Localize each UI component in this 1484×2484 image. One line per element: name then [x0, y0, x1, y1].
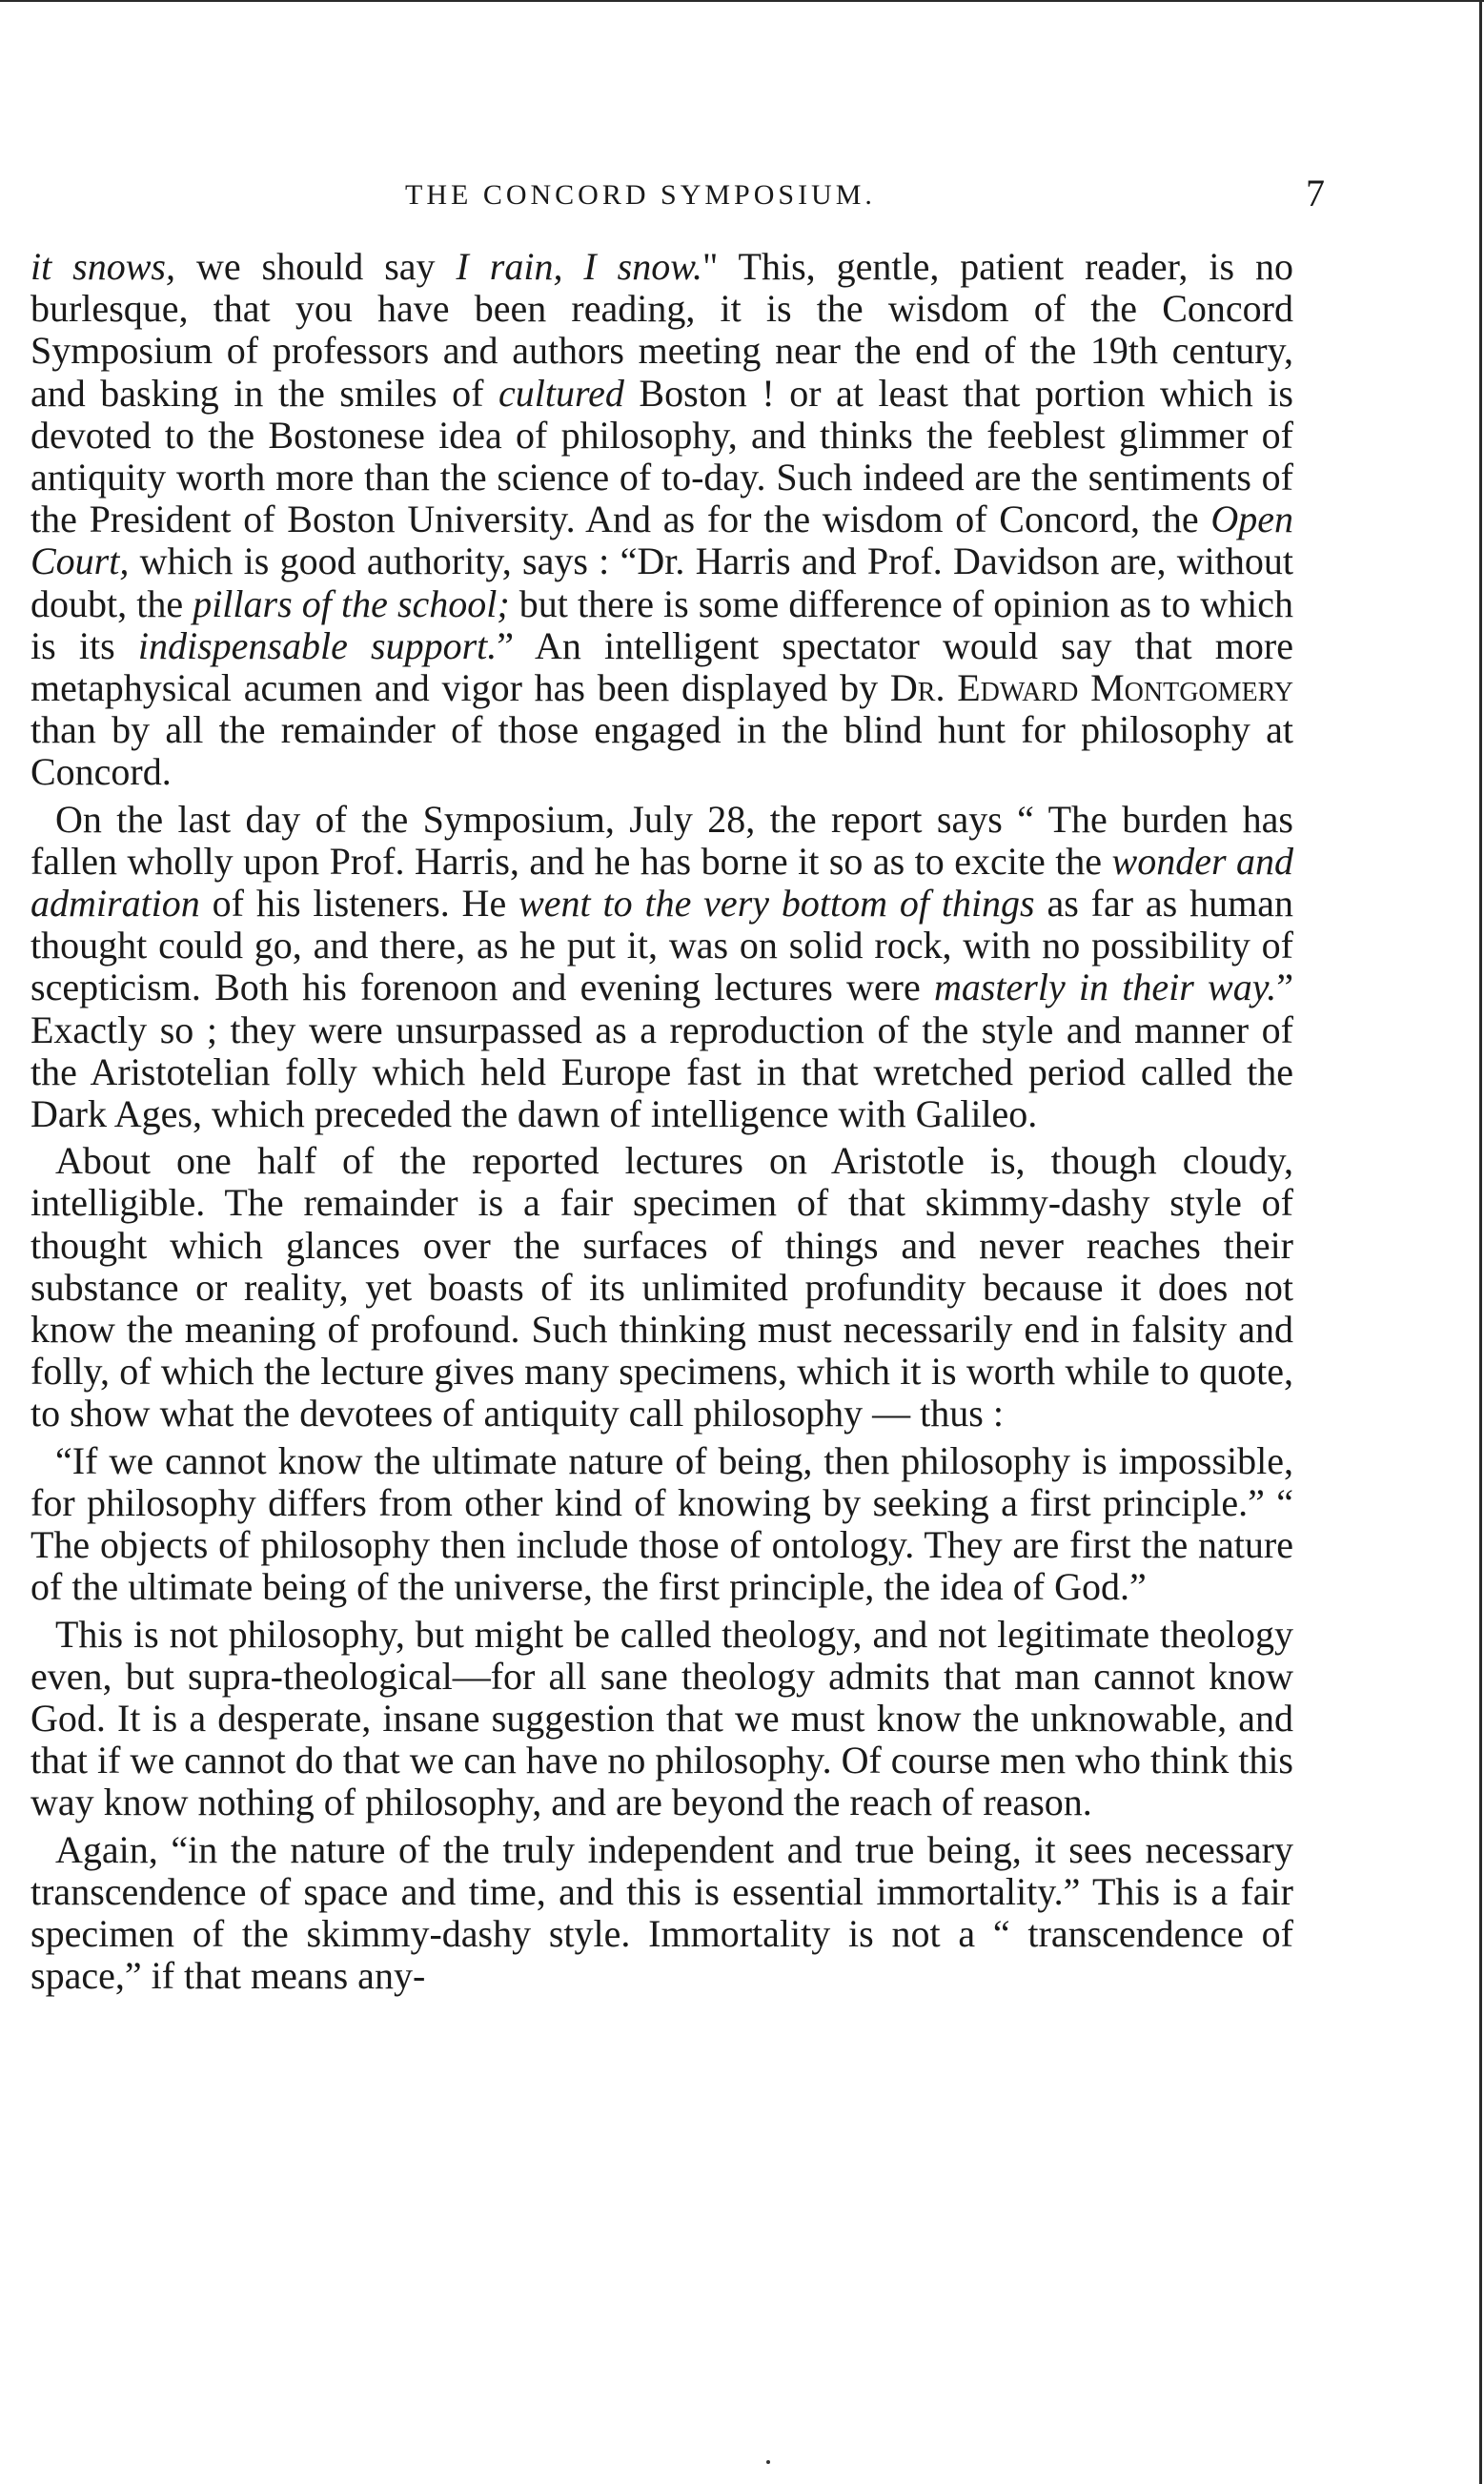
italic-run: pillars of the school; [193, 581, 510, 625]
text-run: which is good authority, says : “Dr. Harris and Prof. Davidson are, without doubt, the [30, 540, 1293, 625]
text-run: as far as human thought could go, and there, as he put it, was on solid rock, with no possibility of scepticism. Both his forenoon and evening lectures were [30, 882, 1293, 1009]
text-run: Again, “in the nature of the truly independent and true being, it sees necessary transcendence of space and time, and this is essential immortality.” This is a fair specimen of the skimmy-dashy style. Immortality is not a “ transcendence of space,” if that means any- [30, 1827, 1293, 1998]
top-edge-rule [0, 0, 1484, 2]
text-run: " This, gentle, patient reader, is no burlesque, that you have been reading, it is the wisdom of the Concord Symposium of professors and authors meeting near the end of the 19th century, and basking in the smiles of [30, 245, 1294, 415]
paragraph [30, 246, 1293, 794]
running-head: THE CONCORD SYMPOSIUM. [405, 179, 876, 211]
text-run: but there is some difference of opinion as to which is its [30, 581, 1293, 667]
paragraph [30, 1614, 1293, 1824]
paragraph [30, 799, 1293, 1136]
italic-run: went to the very bottom of things [518, 882, 1035, 926]
ink-speck [766, 2460, 770, 2464]
text-run: ” Exactly so ; they were unsurpassed as a reproduction of the style and manner of the Aristotelian folly which held Europe fast in that wretched period called the Dark Ages, which preceded the dawn of intelligence with Galileo. [30, 966, 1293, 1136]
italic-run: wonder and admiration [30, 839, 1293, 926]
text-run: than by all the remainder of those engaged in the blind hunt for philosophy at Concord. [30, 708, 1293, 794]
page-header [29, 174, 1325, 222]
italic-run: I rain, I snow. [456, 245, 702, 288]
italic-run: it snows, [30, 245, 175, 288]
right-edge-rule [1479, 0, 1482, 2484]
page-body [30, 246, 1293, 1997]
text-run: About one half of the reported lectures on Aristotle is, though cloudy, intelligible. The remainder is a fair specimen of that skimmy-dashy style of thought which glances over the surfaces of things and never reaches their substance or reality, yet boasts of its unlimited profundity because it does not know the meaning of profound. Such thinking must necessarily end in falsity and folly, of which the lecture gives many specimens, which it is worth while to quote, to show what the devotees of antiquity call philosophy — thus : [30, 1139, 1293, 1435]
smallcaps-run: Dr. Edward Montgomery [889, 666, 1293, 710]
italic-run: masterly in their way. [933, 966, 1277, 1009]
italic-run: cultured [498, 371, 624, 415]
text-run: “If we cannot know the ultimate nature of being, then philosophy is impossible, for philosophy differs from other kind of knowing by seeking a first principle.” “ The objects of philosophy then include those of ontology. They are first the nature of the ultimate being of the universe, the first principle, the idea of God.” [30, 1438, 1293, 1609]
text-run: This is not philosophy, but might be called theology, and not legitimate theology even, but supra-theological—for all sane theology admits that man cannot know God. It is a desperate, insane suggestion that we must know the unknowable, and that if we cannot do that we can have no philosophy. Of course men who think this way know nothing of philosophy, and are beyond the reach of reason. [30, 1612, 1293, 1824]
text-run: Boston ! or at least that portion which is devoted to the Bostonese idea of philosophy, and thinks the feeblest glimmer of antiquity worth more than the science of to-day. Such indeed are the sentiments of the President of Boston University. And as for the wisdom of Concord, the [30, 371, 1293, 541]
text-run: On the last day of the Symposium, July 28, the report says “ The burden has fallen wholly upon Prof. Harris, and he has borne it so as to excite the [30, 797, 1293, 883]
paragraph [30, 1829, 1293, 1998]
italic-run: indispensable support. [137, 623, 498, 667]
text-run: of his listeners. He [199, 882, 519, 926]
paragraph-quote [30, 1440, 1293, 1609]
paragraph [30, 1140, 1293, 1435]
text-run: we should say [175, 245, 457, 288]
text-run: ” An intelligent spectator would say that more metaphysical acumen and vigor has been displayed by [30, 623, 1293, 710]
page-number: 7 [1306, 172, 1325, 214]
italic-run: Open Court, [30, 498, 1293, 583]
